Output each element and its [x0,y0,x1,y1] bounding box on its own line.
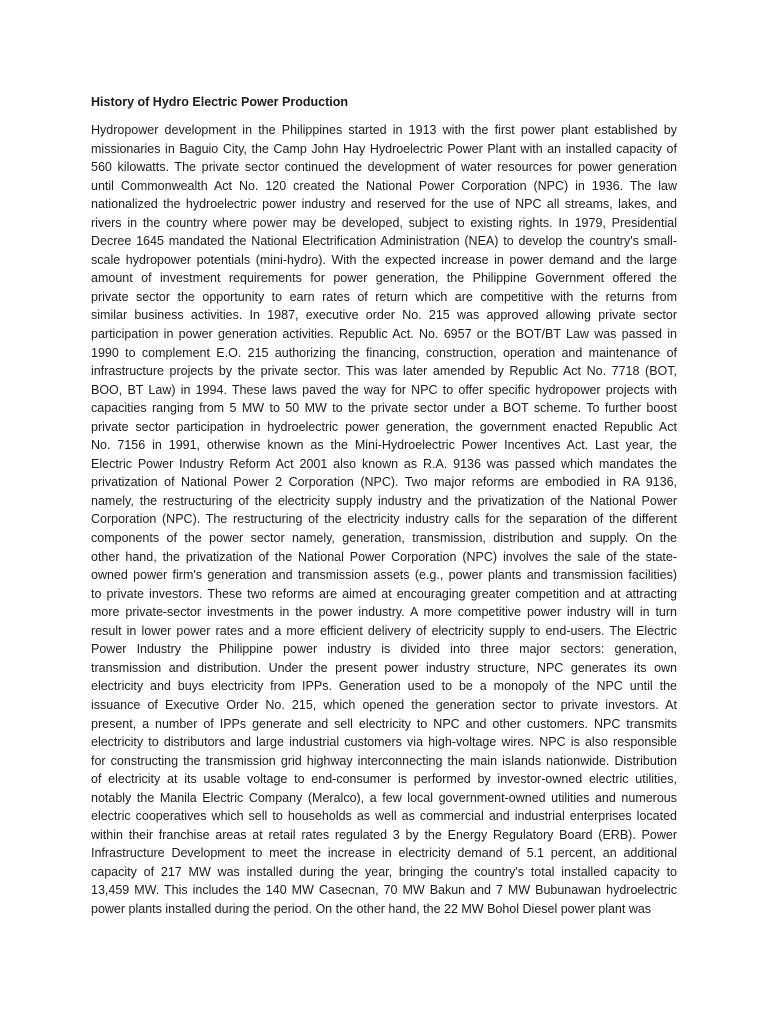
text-line: issuance of Executive Order No. 215, which opened the generation sector to private investors. At [91,697,677,712]
text-line: within their franchise areas at retail rates regulated 3 by the Energy Regulatory Board (ERB). Power [91,827,677,842]
text-line: similar business activities. In 1987, executive order No. 215 was approved allowing private sector [91,308,677,323]
text-line: rivers in the country where power may be developed, subject to existing rights. In 1979, Presidential [91,215,677,230]
text-line: until Commonwealth Act No. 120 created the National Power Corporation (NPC) in 1936. The law [91,178,677,193]
text-line: capacities ranging from 5 MW to 50 MW to the private sector under a BOT scheme. To further boost [91,401,677,416]
text-line: 560 kilowatts. The private sector continued the development of water resources for power generation [91,160,677,175]
text-line: private sector participation in hydroelectric power generation, the government enacted Republic Act [91,419,677,434]
text-line: 13,459 MW. This includes the 140 MW Casecnan, 70 MW Bakun and 7 MW Bubunawan hydroelectric [91,883,677,898]
text-line: participation in power generation activities. Republic Act. No. 6957 or the BOT/BT Law was passed in [91,327,677,342]
text-line: No. 7156 in 1991, otherwise known as the Mini-Hydroelectric Power Incentives Act. Last year, the [91,438,677,453]
text-line: for constructing the transmission grid highway interconnecting the main islands nationwide. Distribution [91,753,677,768]
text-line: components of the power sector namely, generation, transmission, distribution and supply. On the [91,531,677,546]
text-line: capacity of 217 MW was installed during the year, bringing the country's total installed capacity to [91,864,677,879]
text-line: scale hydropower potentials (mini-hydro). With the expected increase in power demand and the large [91,252,677,267]
text-line: of electricity at its usable voltage to end-consumer is performed by investor-owned electric utilities, [91,772,677,787]
document-title: History of Hydro Electric Power Production [91,95,348,109]
document-body [91,121,677,919]
text-line: other hand, the privatization of the National Power Corporation (NPC) involves the sale of the state- [91,549,677,564]
text-line: present, a number of IPPs generate and sell electricity to NPC and other customers. NPC transmits [91,716,677,731]
text-line: electricity and buys electricity from IPPs. Generation used to be a monopoly of the NPC until the [91,679,677,694]
text-line: Power Industry the Philippine power industry is divided into three major sectors: generation, [91,642,677,657]
text-line: Infrastructure Development to meet the increase in electricity demand of 5.1 percent, an additional [91,846,677,861]
text-line: owned power firm's generation and transmission assets (e.g., power plants and transmission facilities) [91,568,677,583]
text-line: nationalized the hydroelectric power industry and reserved for the use of NPC all streams, lakes, and [91,197,677,212]
text-line: Decree 1645 mandated the National Electrification Administration (NEA) to develop the country's small- [91,234,677,249]
text-line: to private investors. These two reforms are aimed at encouraging greater competition and at attracting [91,586,677,601]
text-line: electric cooperatives which sell to households as well as commercial and industrial enterprises located [91,809,677,824]
text-line: 1990 to complement E.O. 215 authorizing the financing, construction, operation and maintenance of [91,345,677,360]
text-line: Corporation (NPC). The restructuring of the electricity industry calls for the separation of the different [91,512,677,527]
text-line: Hydropower development in the Philippines started in 1913 with the first power plant established by [91,123,677,137]
text-line: amount of investment requirements for power generation, the Philippine Government offered the [91,271,677,286]
text-line: power plants installed during the period. On the other hand, the 22 MW Bohol Diesel power plant was [91,901,652,916]
text-line: private sector the opportunity to earn rates of return which are competitive with the returns from [91,289,677,304]
text-line: privatization of National Power 2 Corporation (NPC). Two major reforms are embodied in RA 9136, [91,475,677,490]
text-line: namely, the restructuring of the electricity supply industry and the privatization of the National Power [91,493,677,508]
text-line: electricity to distributors and large industrial customers via high-voltage wires. NPC is also responsible [91,735,677,750]
text-line: BOO, BT Law) in 1994. These laws paved the way for NPC to offer specific hydropower projects with [91,382,677,397]
text-line: result in lower power rates and a more efficient delivery of electricity supply to end-users. The Electric [91,623,677,638]
text-line: notably the Manila Electric Company (Meralco), a few local government-owned utilities and numerous [91,790,677,805]
text-line: more private-sector investments in the power industry. A more competitive power industry will in turn [91,605,677,620]
text-line: infrastructure projects by the private sector. This was later amended by Republic Act No. 7718 (BOT, [91,364,677,379]
text-line: transmission and distribution. Under the present power industry structure, NPC generates its own [91,660,677,675]
text-line: Electric Power Industry Reform Act 2001 also known as R.A. 9136 was passed which mandates the [91,456,677,471]
text-line: missionaries in Baguio City, the Camp John Hay Hydroelectric Power Plant with an installed capacity of [91,141,677,156]
